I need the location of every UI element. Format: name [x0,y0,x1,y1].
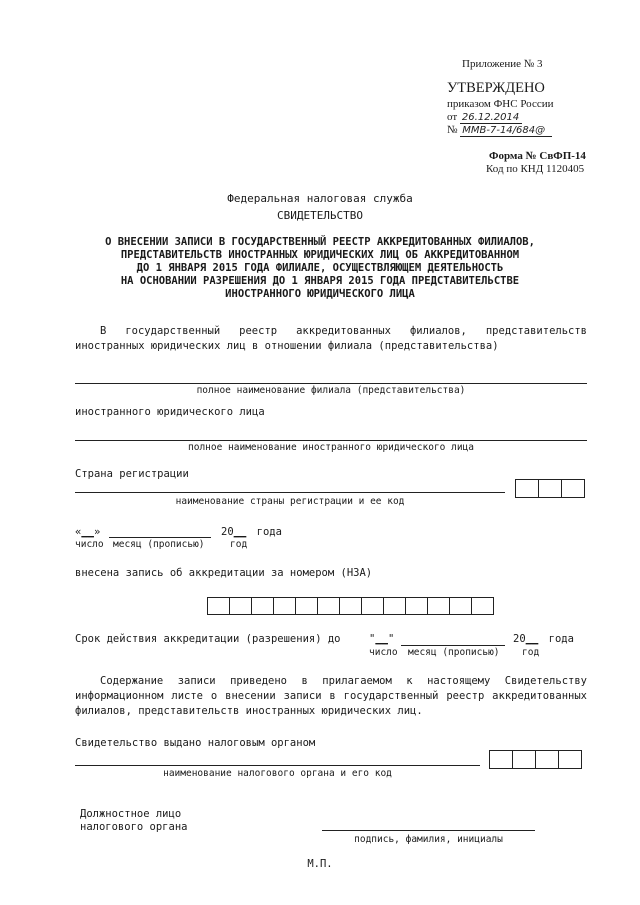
validity-quote-close: " [387,633,395,645]
country-code-cell[interactable] [516,480,538,497]
record-number-cell[interactable] [383,598,405,614]
record-number-cell[interactable] [273,598,295,614]
tax-authority-field[interactable] [75,765,480,766]
record-number-cell[interactable] [208,598,229,614]
branch-name-caption: полное наименование филиала (представительства) [196,385,466,396]
record-number-cell[interactable] [295,598,317,614]
foreign-entity-field[interactable] [75,440,587,441]
handwritten-number: ММВ-7-14/684@ [460,125,552,137]
date-caption-year: год [230,539,248,550]
date-year-word: года [256,526,282,538]
record-number-cell[interactable] [317,598,339,614]
date-quote-close: » [93,526,101,538]
country-code-cell[interactable] [538,480,561,497]
validity-day-row [369,633,394,645]
record-number-cell[interactable] [251,598,273,614]
country-code-boxes[interactable] [515,479,585,498]
number-prefix: № [447,124,458,136]
foreign-entity-caption: полное наименование иностранного юридического лица [188,442,474,453]
foreign-entity-label: иностранного юридического лица [75,406,265,418]
date-day[interactable]: __ [81,526,94,538]
record-label: внесена запись об аккредитации за номером (НЗА) [75,567,373,579]
record-number-cell[interactable] [339,598,361,614]
signature-caption: подпись, фамилия, инициалы [354,834,503,845]
tax-code-cell[interactable] [558,751,581,768]
knd-code: Код по КНД 1120405 [486,163,585,175]
title-line-5: ИНОСТРАННОГО ЮРИДИЧЕСКОГО ЛИЦА [225,288,415,300]
content-paragraph: Содержание записи приведено в прилагаемом к настоящему Свидетельству информационном листе о внесении записи в государственный реестр аккредитованных филиалов, представительств иностранных юридических лиц. [75,675,587,717]
intro-paragraph: В государственный реестр аккредитованных филиалов, представительств иностранных юридических лиц в отношении филиала (представительства) [75,325,587,352]
tax-authority-caption: наименование налогового органа и его код [163,768,392,779]
document-type: СВИДЕТЕЛЬСТВО [276,209,364,222]
country-caption: наименование страны регистрации и ее код [175,496,405,507]
validity-year-word: года [548,633,574,645]
validity-year-blank[interactable]: __ [525,633,539,645]
country-code-cell[interactable] [561,480,584,497]
date-month-field[interactable] [109,537,211,538]
record-number-cell[interactable] [427,598,449,614]
date-year-blank[interactable]: __ [233,526,247,538]
validity-caption-day: число [369,647,398,658]
title-line-1: О ВНЕСЕНИИ ЗАПИСИ В ГОСУДАРСТВЕННЫЙ РЕЕСТР АККРЕДИТОВАННЫХ ФИЛИАЛОВ, [105,236,535,248]
seal-mark: М.П. [307,858,333,870]
validity-label: Срок действия аккредитации (разрешения) до [75,633,341,645]
order-number-row [447,124,552,137]
validity-caption-year: год [522,647,540,658]
title-line-3: ДО 1 ЯНВАРЯ 2015 ГОДА ФИЛИАЛЕ, ОСУЩЕСТВЛЯЮЩЕМ ДЕЯТЕЛЬНОСТЬ [136,262,504,274]
tax-code-cell[interactable] [490,751,512,768]
validity-day[interactable]: __ [375,633,388,645]
country-label: Страна регистрации [75,468,189,480]
date-prefix: от [447,111,458,123]
handwritten-date: 26.12.2014 [460,112,522,124]
title-line-2: ПРЕДСТАВИТЕЛЬСТВ ИНОСТРАННЫХ ЮРИДИЧЕСКИХ ЛИЦ ОБ АККРЕДИТОВАННОМ [120,249,520,261]
record-number-cell[interactable] [405,598,427,614]
record-number-boxes[interactable] [207,597,494,615]
signature-field[interactable] [322,830,535,831]
date-row [75,526,100,538]
tax-authority-code-boxes[interactable] [489,750,582,769]
validity-quote-open: " [369,633,376,645]
tax-code-cell[interactable] [535,751,558,768]
validity-year [513,633,574,645]
title-line-4: НА ОСНОВАНИИ РАЗРЕШЕНИЯ ДО 1 ЯНВАРЯ 2015 ГОДА ПРЕДСТАВИТЕЛЬСТВЕ [120,275,520,287]
validity-year-prefix: 20 [513,633,526,645]
record-number-cell[interactable] [449,598,471,614]
date-caption-month: месяц (прописью) [113,539,205,550]
approved-label: УТВЕРЖДЕНО [447,80,545,96]
country-field[interactable] [75,492,505,493]
official-label-2: налогового органа [80,821,188,833]
form-code: Форма № СвФП-14 [489,150,586,162]
record-number-cell[interactable] [361,598,383,614]
date-quote-open: « [75,526,82,538]
tax-code-cell[interactable] [512,751,535,768]
official-label-1: Должностное лицо [80,808,182,820]
agency-name: Федеральная налоговая служба [227,192,413,205]
date-year [221,526,282,538]
record-number-cell[interactable] [229,598,251,614]
branch-name-field[interactable] [75,383,587,384]
date-year-prefix: 20 [221,526,234,538]
record-number-cell[interactable] [471,598,493,614]
order-label: приказом ФНС России [447,98,554,110]
validity-month-field[interactable] [401,645,505,646]
date-caption-day: число [75,539,104,550]
order-date-row [447,111,522,124]
appendix-label: Приложение № 3 [462,58,543,70]
issued-label: Свидетельство выдано налоговым органом [75,737,316,749]
validity-caption-month: месяц (прописью) [408,647,500,658]
